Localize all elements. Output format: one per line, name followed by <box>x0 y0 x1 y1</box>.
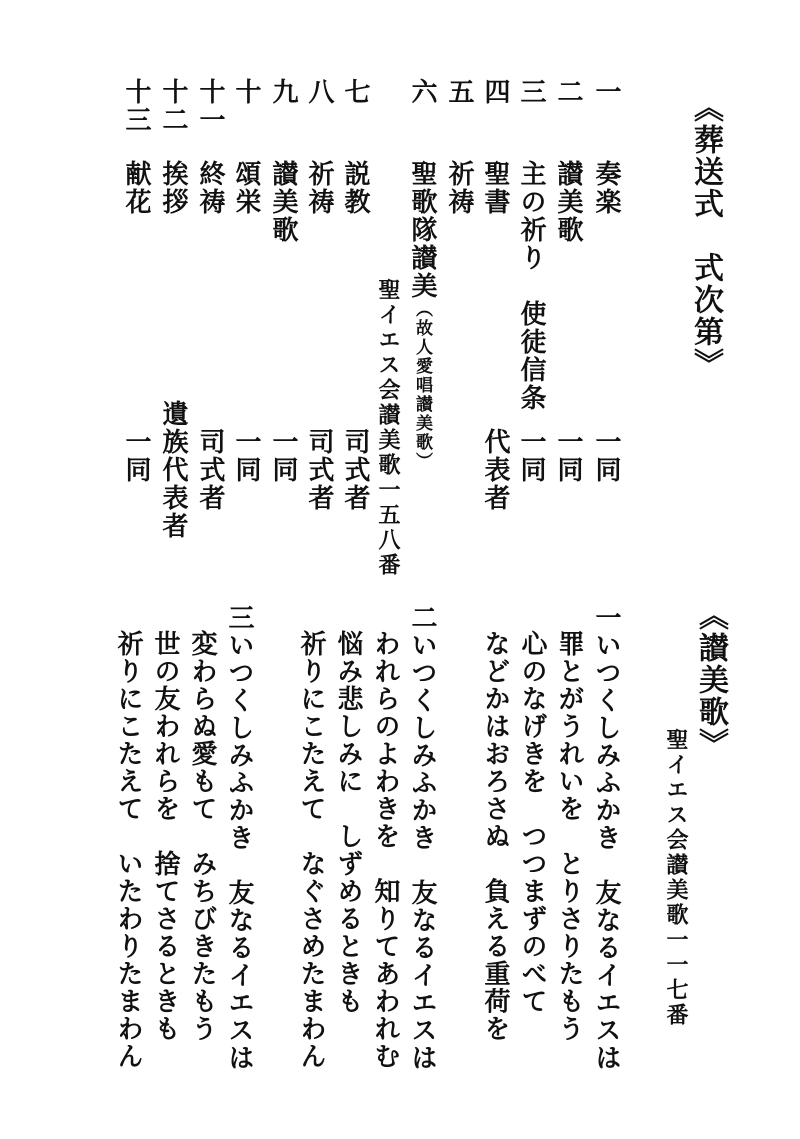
item-number: 四 <box>480 78 510 106</box>
item-participant: 一同 <box>591 428 621 484</box>
hymn-title: 《讃美歌》 <box>693 600 728 760</box>
item-name: 讃美歌 <box>268 160 298 244</box>
item-number: 五 <box>444 78 474 106</box>
hymn-line: 心のなげきを つつまずのべて <box>517 630 547 1015</box>
hymn-line: 三いつくしみふかき 友なるイエスは <box>224 604 254 1072</box>
item-name: 説教 <box>340 160 370 216</box>
item-number: 三 <box>516 78 546 106</box>
item-number: 七 <box>340 78 370 106</box>
item-participant: 一同 <box>268 428 298 484</box>
item-name <box>409 160 435 471</box>
item-name: 祈祷 <box>444 160 474 216</box>
item-participant: 遺族代表者 <box>158 400 188 540</box>
item-number: 十一 <box>195 78 225 134</box>
item-participant: 一同 <box>516 428 546 484</box>
order-title: 《葬送式 式次第》 <box>688 92 723 380</box>
item-name: 献花 <box>121 160 151 216</box>
item-name: 奏楽 <box>591 160 621 216</box>
item-name: 終祷 <box>195 160 225 216</box>
item-number: 九 <box>268 78 298 106</box>
item-number: 十 <box>231 78 261 106</box>
hymn-line: 悩み悲しみに しずめるときも <box>333 630 363 1015</box>
item-name-text: 聖歌隊讃美 <box>407 160 437 300</box>
hymn-subtitle: 聖イエス会讃美歌一一七番 <box>663 728 689 1028</box>
hymn-line: 二いつくしみふかき 友なるイエスは <box>407 604 437 1072</box>
item-number: 一 <box>591 78 621 106</box>
hymn-line: 世の友われらを 捨てさるときも <box>150 630 180 1043</box>
item-name: 頌栄 <box>231 160 261 216</box>
item-participant: 代表者 <box>480 428 510 512</box>
item-name: 挨拶 <box>158 160 188 216</box>
item-number: 十三 <box>121 78 151 134</box>
hymn-line: 祈りにこたえて なぐさめたまわん <box>296 630 326 1070</box>
hymn-line: 祈りにこたえて いたわりたまわん <box>113 630 143 1070</box>
item-number: 八 <box>304 78 334 106</box>
item-sub-hymn: 聖イエス会讃美歌一五八番 <box>375 278 401 578</box>
hymn-line: われらのよわきを 知りてあわれむ <box>370 630 400 1070</box>
item-name: 讃美歌 <box>553 160 583 244</box>
item-name: 主の祈り 使徒信条 <box>516 160 546 412</box>
hymn-line: 変わらぬ愛もて みちびきたもう <box>187 630 217 1043</box>
item-participant: 一同 <box>121 428 151 484</box>
item-participant: 一同 <box>231 428 261 484</box>
item-name: 祈祷 <box>304 160 334 216</box>
item-number: 十二 <box>158 78 188 134</box>
hymn-line: 罪とがうれいを とりさりたもう <box>554 630 584 1043</box>
item-participant: 一同 <box>553 428 583 484</box>
hymn-line: などかはおろさぬ 負える重荷を <box>480 630 510 1043</box>
item-number: 六 <box>407 78 437 106</box>
item-participant: 司式者 <box>340 428 370 512</box>
item-participant: 司式者 <box>304 428 334 512</box>
hymn-line: 一いつくしみふかき 友なるイエスは <box>591 604 621 1072</box>
item-note: （故人愛唱讃美歌） <box>412 300 432 471</box>
item-name: 聖書 <box>480 160 510 216</box>
item-number: 二 <box>553 78 583 106</box>
item-participant: 司式者 <box>195 428 225 512</box>
